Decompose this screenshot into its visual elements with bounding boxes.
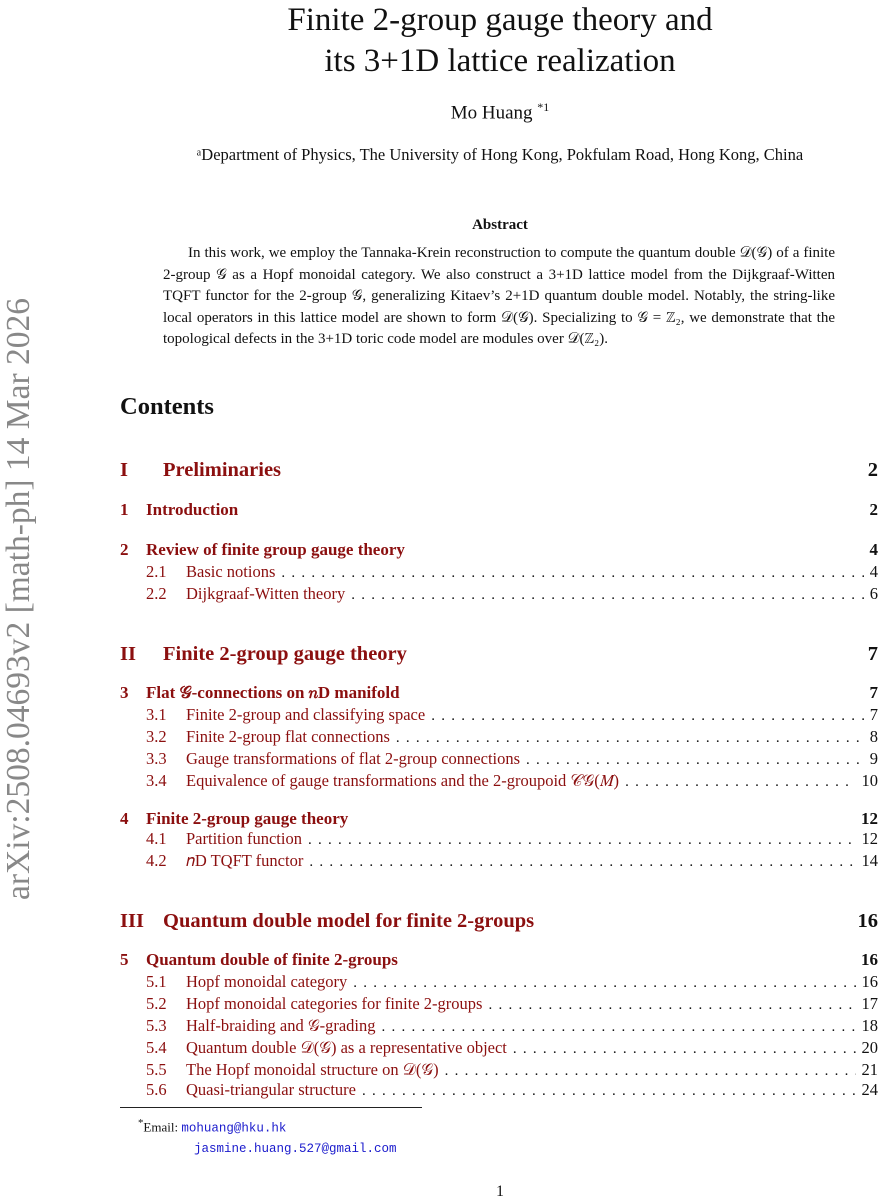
email-link-2[interactable]: jasmine.huang.527@gmail.com bbox=[194, 1142, 397, 1156]
affiliation: ᵃDepartment of Physics, The University of Hong Kong, Pokfulam Road, Hong Kong, China bbox=[150, 145, 850, 165]
toc-dot-leader bbox=[351, 587, 864, 604]
toc-entry-number[interactable]: 5.3 bbox=[146, 1016, 186, 1036]
toc-dot-leader bbox=[488, 997, 855, 1014]
page-number: 1 bbox=[0, 1183, 878, 1201]
footnote bbox=[138, 1114, 397, 1159]
toc-page-number[interactable]: 4 bbox=[870, 562, 878, 582]
toc-page-number[interactable]: 8 bbox=[870, 727, 878, 747]
toc-entry-label[interactable]: Preliminaries bbox=[163, 459, 281, 482]
toc-entry-number[interactable]: 1 bbox=[120, 500, 146, 520]
toc-sec-3[interactable] bbox=[120, 683, 878, 703]
toc-entry-number[interactable]: 4.1 bbox=[146, 829, 186, 849]
toc-dot-leader bbox=[309, 854, 855, 871]
toc-dot-leader bbox=[281, 565, 863, 582]
footnote-mark: * bbox=[138, 1117, 143, 1129]
author-line bbox=[150, 100, 850, 124]
toc-entry-label[interactable]: Hopf monoidal categories for finite 2-groups bbox=[186, 994, 482, 1014]
toc-sub-5.4[interactable] bbox=[146, 1038, 878, 1058]
email-link-1[interactable]: mohuang@hku.hk bbox=[181, 1121, 286, 1135]
toc-entry-number[interactable]: 5.2 bbox=[146, 994, 186, 1014]
toc-dot-leader bbox=[382, 1019, 856, 1036]
toc-entry-number[interactable]: 5.1 bbox=[146, 972, 186, 992]
toc-entry-number[interactable]: 5 bbox=[120, 950, 146, 970]
toc-entry-number[interactable]: 3.3 bbox=[146, 749, 186, 769]
toc-dot-leader bbox=[526, 752, 864, 769]
toc-entry-number[interactable]: 5.5 bbox=[146, 1060, 186, 1080]
toc-dot-leader bbox=[431, 708, 864, 725]
toc-entry-label[interactable]: Flat 𝒢-connections on 𝑛D manifold bbox=[146, 683, 400, 703]
toc-entry-label[interactable]: Quantum double model for finite 2-groups bbox=[163, 910, 534, 933]
toc-page-number[interactable]: 9 bbox=[870, 749, 878, 769]
toc-entry-label[interactable]: Hopf monoidal category bbox=[186, 972, 347, 992]
arxiv-identifier[interactable]: arXiv:2508.04693v2 [math-ph] 14 Mar 2026 bbox=[0, 298, 37, 900]
abstract-text: In this work, we employ the Tannaka-Krein reconstruction to compute the quantum double 𝒟(𝒢) of a finite 2-group 𝒢 as a Hopf monoidal category. We also construct a 3+1D lattice model from the Dijkgraaf-Witten TQFT functor for the 2-group 𝒢, generalizing Kitaev’s 2+1D quantum double model. Notably, the string-like local operators in this lattice model are shown to form 𝒟(𝒢). Specializing to 𝒢 = ℤ₂, we demonstrate that the topological defects in the 3+1D toric code model are modules over 𝒟(ℤ₂). bbox=[163, 243, 835, 351]
toc-page-number[interactable]: 16 bbox=[862, 972, 878, 992]
toc-part-II[interactable] bbox=[120, 643, 878, 666]
toc-sec-5[interactable] bbox=[120, 950, 878, 970]
toc-sub-3.4[interactable] bbox=[146, 771, 878, 791]
footnote-rule bbox=[120, 1107, 422, 1108]
toc-page-number[interactable]: 24 bbox=[862, 1080, 878, 1100]
toc-entry-label[interactable]: Finite 2-group and classifying space bbox=[186, 705, 425, 725]
toc-page-number[interactable]: 7 bbox=[870, 683, 878, 703]
toc-dot-leader bbox=[308, 832, 856, 849]
toc-entry-number[interactable]: 2.1 bbox=[146, 562, 186, 582]
toc-entry-label[interactable]: Review of finite group gauge theory bbox=[146, 540, 405, 560]
toc-sub-3.1[interactable] bbox=[146, 705, 878, 725]
toc-entry-number[interactable]: 3 bbox=[120, 683, 146, 703]
toc-entry-number[interactable]: 3.2 bbox=[146, 727, 186, 747]
toc-sub-2.2[interactable] bbox=[146, 584, 878, 604]
toc-sub-4.2[interactable] bbox=[146, 851, 878, 871]
toc-entry-number[interactable]: III bbox=[120, 910, 163, 933]
toc-entry-label[interactable]: Quasi-triangular structure bbox=[186, 1080, 356, 1100]
toc-entry-number[interactable]: 5.6 bbox=[146, 1080, 186, 1100]
toc-entry-label[interactable]: Gauge transformations of flat 2-group connections bbox=[186, 749, 520, 769]
toc-page-number[interactable]: 6 bbox=[870, 584, 878, 604]
toc-part-I[interactable] bbox=[120, 459, 878, 482]
toc-page-number[interactable]: 12 bbox=[861, 809, 878, 829]
toc-page-number[interactable]: 4 bbox=[870, 540, 878, 560]
toc-sub-5.2[interactable] bbox=[146, 994, 878, 1014]
toc-dot-leader bbox=[353, 975, 855, 992]
toc-entry-label[interactable]: Equivalence of gauge transformations and the 2-groupoid 𝒞𝒢(𝑀) bbox=[186, 771, 619, 791]
toc-sec-4[interactable] bbox=[120, 809, 878, 829]
abstract-heading: Abstract bbox=[150, 217, 850, 234]
toc-sub-5.5[interactable] bbox=[146, 1060, 878, 1080]
toc-sub-3.3[interactable] bbox=[146, 749, 878, 769]
toc-page-number[interactable]: 16 bbox=[861, 950, 878, 970]
toc-entry-number[interactable]: 3.1 bbox=[146, 705, 186, 725]
arxiv-stamp bbox=[0, 0, 39, 900]
paper-title-line-2: its 3+1D lattice realization bbox=[150, 41, 850, 82]
toc-sub-2.1[interactable] bbox=[146, 562, 878, 582]
toc-dot-leader bbox=[362, 1083, 856, 1100]
toc-entry-label[interactable]: Quantum double of finite 2-groups bbox=[146, 950, 398, 970]
toc-sub-5.1[interactable] bbox=[146, 972, 878, 992]
contents-heading: Contents bbox=[120, 393, 214, 421]
toc-page-number[interactable]: 10 bbox=[862, 771, 878, 791]
toc-entry-label[interactable]: Dijkgraaf-Witten theory bbox=[186, 584, 345, 604]
toc-sub-3.2[interactable] bbox=[146, 727, 878, 747]
toc-sub-4.1[interactable] bbox=[146, 829, 878, 849]
toc-dot-leader bbox=[513, 1041, 856, 1058]
toc-entry-number[interactable]: 5.4 bbox=[146, 1038, 186, 1058]
footnote-label: Email: bbox=[143, 1119, 178, 1134]
toc-sub-5.6[interactable] bbox=[146, 1080, 878, 1100]
toc-entry-label[interactable]: Introduction bbox=[146, 500, 238, 520]
toc-entry-number[interactable]: 4 bbox=[120, 809, 146, 829]
toc-entry-number[interactable]: 3.4 bbox=[146, 771, 186, 791]
toc-page-number[interactable]: 2 bbox=[868, 459, 878, 482]
toc-page-number[interactable]: 14 bbox=[862, 851, 878, 871]
toc-entry-label[interactable]: Finite 2-group flat connections bbox=[186, 727, 390, 747]
toc-page-number[interactable]: 16 bbox=[858, 910, 878, 933]
toc-entry-label[interactable]: 𝑛D TQFT functor bbox=[186, 851, 303, 871]
author-mark[interactable]: *1 bbox=[537, 100, 549, 114]
toc-entry-number[interactable]: 4.2 bbox=[146, 851, 186, 871]
toc-page-number[interactable]: 7 bbox=[870, 705, 878, 725]
toc-entry-label[interactable]: Partition function bbox=[186, 829, 302, 849]
paper-title-line-1: Finite 2-group gauge theory and bbox=[150, 0, 850, 41]
toc-entry-label[interactable]: Basic notions bbox=[186, 562, 275, 582]
toc-dot-leader bbox=[445, 1063, 856, 1080]
toc-page-number[interactable]: 12 bbox=[862, 829, 878, 849]
toc-sec-2[interactable] bbox=[120, 540, 878, 560]
toc-page-number[interactable]: 20 bbox=[862, 1038, 878, 1058]
toc-entry-number[interactable]: 2.2 bbox=[146, 584, 186, 604]
toc-entry-label[interactable]: Half-braiding and 𝒢-grading bbox=[186, 1016, 376, 1036]
toc-entry-number[interactable]: 2 bbox=[120, 540, 146, 560]
toc-entry-label[interactable]: Finite 2-group gauge theory bbox=[146, 809, 348, 829]
toc-sec-1[interactable] bbox=[120, 500, 878, 520]
toc-entry-label[interactable]: Finite 2-group gauge theory bbox=[163, 643, 407, 666]
toc-sub-5.3[interactable] bbox=[146, 1016, 878, 1036]
toc-entry-label[interactable]: Quantum double 𝒟(𝒢) as a representative object bbox=[186, 1038, 507, 1058]
toc-part-III[interactable] bbox=[120, 910, 878, 933]
toc-dot-leader bbox=[396, 730, 864, 747]
toc-page-number[interactable]: 7 bbox=[868, 643, 878, 666]
toc-dot-leader bbox=[625, 774, 855, 791]
author-name: Mo Huang bbox=[451, 102, 533, 123]
toc-entry-number[interactable]: II bbox=[120, 643, 163, 666]
toc-page-number[interactable]: 18 bbox=[862, 1016, 878, 1036]
toc-page-number[interactable]: 17 bbox=[862, 994, 878, 1014]
toc-entry-label[interactable]: The Hopf monoidal structure on 𝒟(𝒢) bbox=[186, 1060, 439, 1080]
toc-page-number[interactable]: 21 bbox=[862, 1060, 878, 1080]
toc-page-number[interactable]: 2 bbox=[870, 500, 878, 520]
toc-entry-number[interactable]: I bbox=[120, 459, 163, 482]
